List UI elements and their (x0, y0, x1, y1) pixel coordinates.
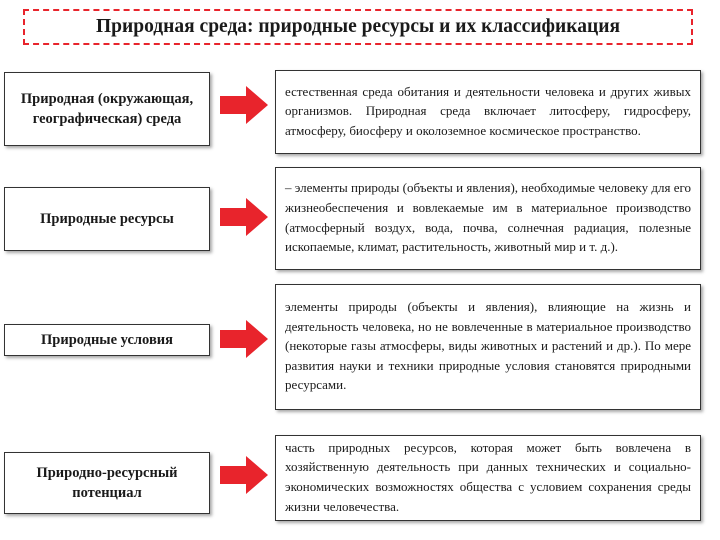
term-label: Природная (окружающая, географическая) среда (20, 91, 194, 127)
definition-text: элементы природы (объекты и явления), влияющие на жизнь и деятельность человека, но не вовлеченные в материальное производство (некоторые газы атмосферы, виды животных и растений и др.). По мере развития науки и техники природные условия становятся природными ресурсами. (285, 299, 691, 393)
term-label: Природно-ресурсный потенциал (36, 465, 178, 501)
definition-natural-conditions (275, 284, 701, 410)
definition-natural-resource-potential (275, 435, 701, 521)
term-label: Природные условия (41, 332, 173, 348)
right-arrow-icon (220, 456, 268, 494)
definition-natural-resources (275, 167, 701, 270)
term-natural-resources (4, 187, 210, 251)
term-natural-resource-potential (4, 452, 210, 514)
definition-text: часть природных ресурсов, которая может быть вовлечена в хозяйственную деятельность при данных технических и социально-экономических возможностях общества с условием сохранения среды жизни человечества. (285, 439, 691, 514)
term-natural-environment (4, 72, 210, 146)
term-label: Природные ресурсы (40, 211, 174, 227)
right-arrow-icon (220, 198, 268, 236)
definition-text: естественная среда обитания и деятельности человека и других живых организмов. Природная среда включает литосферу, гидросферу, атмосферу, биосферу и околоземное космическое пространство. (285, 83, 691, 138)
right-arrow-icon (220, 86, 268, 124)
definition-natural-environment (275, 70, 701, 154)
right-arrow-icon (220, 320, 268, 358)
page-title: Природная среда: природные ресурсы и их классификация (23, 9, 693, 45)
definition-text: – элементы природы (объекты и явления), необходимые человеку для его жизнеобеспечения и вовлекаемые им в материальное производство (атмосферный воздух, вода, почва, солнечная радиация, полезные ископаемые, климат, растительность, животный мир и т. д.). (285, 180, 691, 255)
term-natural-conditions (4, 324, 210, 356)
